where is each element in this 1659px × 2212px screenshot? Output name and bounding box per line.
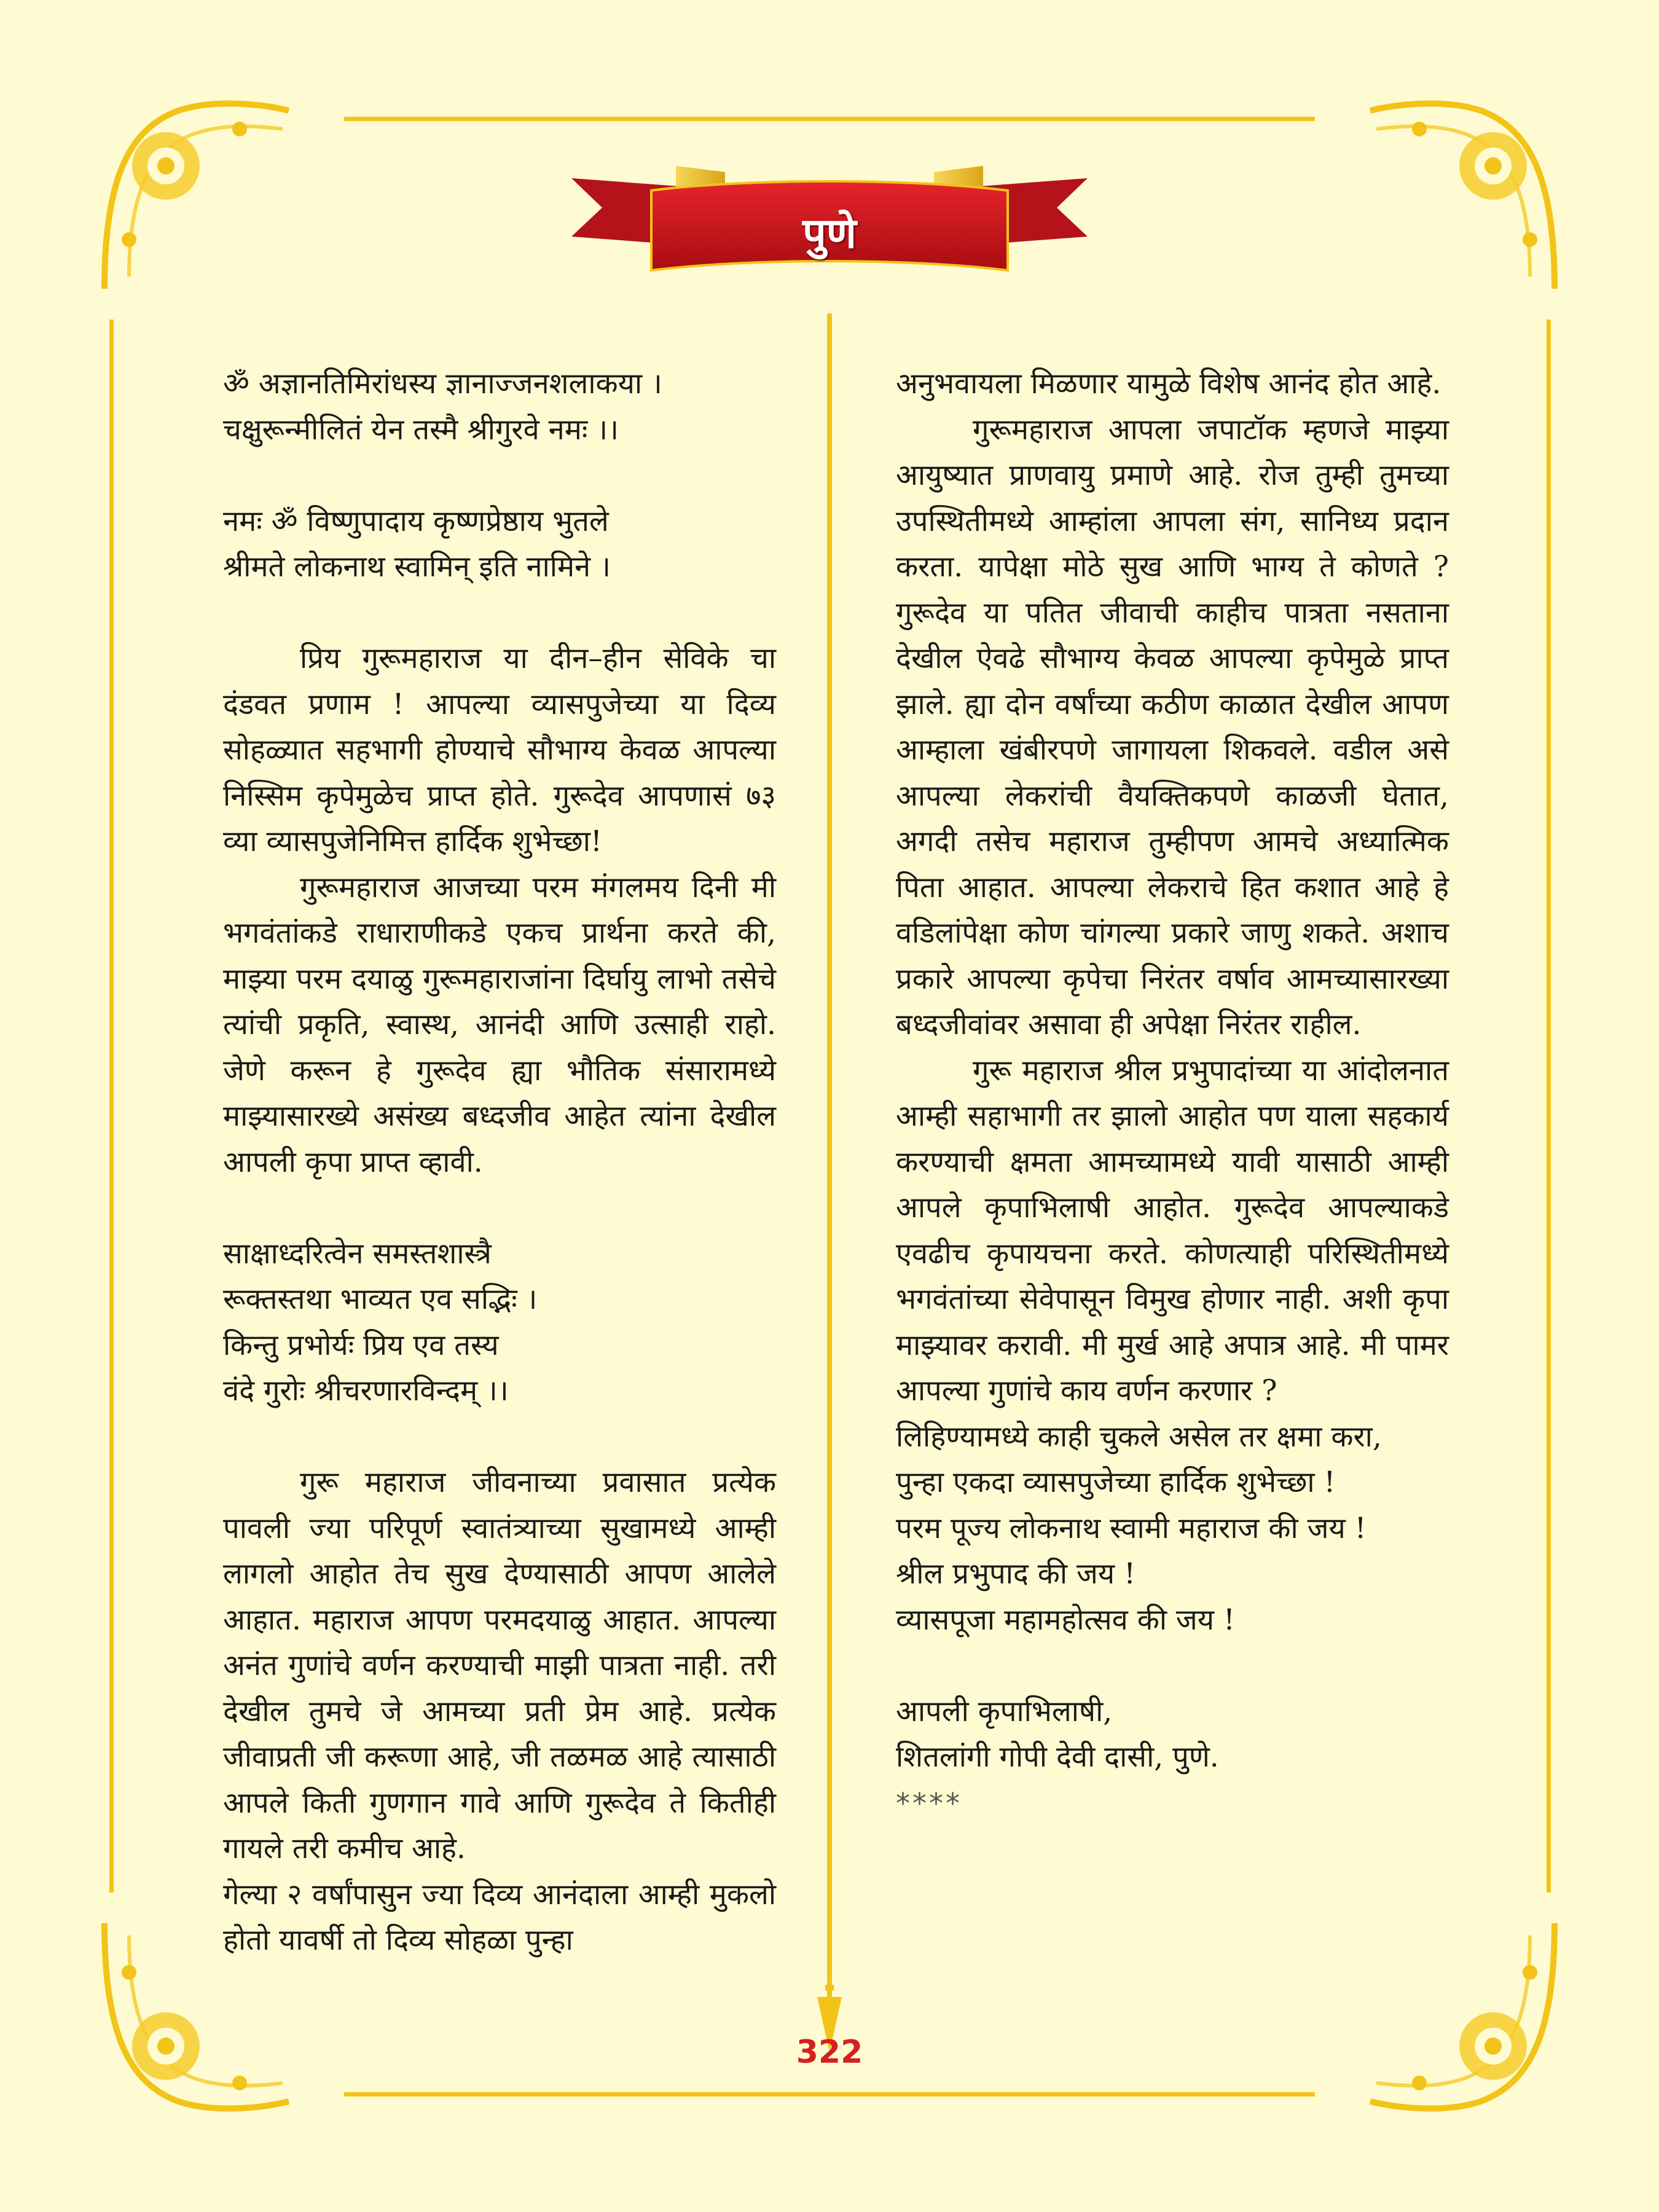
paragraph-greeting: प्रिय गुरूमहाराज या दीन–हीन सेविके चा दंडवत प्रणाम ! आपल्या व्यासपुजेच्या या दिव्य सोहळ्यात सहभागी होण्याचे सौभाग्य केवळ आपल्या निस्सिम कृपेमुळेच प्राप्त होते. गुरूदेव आपणासं ७३ व्या व्यासपुजेनिमित्त हार्दिक शुभेच्छा! [223,641,776,858]
shloka-3-line-2: रूक्तस्तथा भाव्यत एव सद्भिः । [223,1282,538,1316]
shloka-3-line-1: साक्षाध्दरित्वेन समस्तशास्त्रै [223,1236,492,1271]
closing-jay-2: श्रील प्रभुपाद की जय ! [896,1557,1135,1591]
frame-right-line [1547,320,1551,1892]
end-stars: **** [896,1786,962,1820]
paragraph-continuation: अनुभवायला मिळणार यामुळे विशेष आनंद होत आहे. [896,367,1441,401]
corner-ornament-top-right [1364,92,1567,295]
shloka-2-line-1: नमः ॐ विष्णुपादाय कृष्णप्रेष्ठाय भुतले [223,504,609,538]
frame-top-line [344,117,1315,121]
left-column [223,361,776,1964]
closing-jay-1: परम पूज्य लोकनाथ स्वामी महाराज की जय ! [896,1511,1367,1545]
right-column [896,361,1449,1826]
paragraph-journey: गुरू महाराज जीवनाच्या प्रवासात प्रत्येक पावली ज्या परिपूर्ण स्वातंत्र्याच्या सुखामध्ये आम्ही लागलो आहोत तेच सुख देण्यासाठी आपण आलेले आहात. महाराज आपण परमदयाळु आहात. आपल्या अनंत गुणांचे वर्णन करण्याची माझी पात्रता नाही. तरी देखील तुमचे जे आमच्या प्रती प्रेम आहे. प्रत्येक जीवाप्रती जी करूणा आहे, जी तळमळ आहे त्यासाठी आपले किती गुणगान गावे आणि गुरूदेव ते कितीही गायले तरी कमीच आहे. [223,1465,776,1865]
closing-forgiveness: लिहिण्यामध्ये काही चुकले असेल तर क्षमा करा, [896,1419,1382,1454]
paragraph-two-years: गेल्या २ वर्षांपासुन ज्या दिव्य आनंदाला आम्ही मुकलो होतो यावर्षी तो दिव्य सोहळा पुन्हा [223,1877,776,1957]
paragraph-japa-talk: गुरूमहाराज आपला जपाटॉक म्हणजे माझ्या आयुष्यात प्राणवायु प्रमाणे आहे. रोज तुम्ही तुमच्या उपस्थितीमध्ये आम्हांला आपला संग, सानिध्य प्रदान करता. यापेक्षा मोठे सुख आणि भाग्य ते कोणते ? गुरूदेव या पतित जीवाची काहीच पात्रता नसताना देखील ऐवढे सौभाग्य केवळ आपल्या कृपेमुळे प्राप्त झाले. ह्या दोन वर्षांच्या कठीण काळात देखील आपण आम्हाला खंबीरपणे जागायला शिकवले. वडील असे आपल्या लेकरांची वैयक्तिकपणे काळजी घेतात, अगदी तसेच महाराज तुम्हीपण आमचे अध्यात्मिक पिता आहात. आपल्या लेकराचे हित कशात आहे हे वडिलांपेक्षा कोण चांगल्या प्रकारे जाणु शकते. अशाच प्रकारे आपल्या कृपेचा निरंतर वर्षाव आमच्यासारख्या बध्दजीवांवर असावा ही अपेक्षा निरंतर राहील. [896,412,1449,1041]
shloka-2-line-2: श्रीमते लोकनाथ स्वामिन् इति नामिने । [223,550,611,584]
shloka-1-line-2: चक्षुरून्मीलितं येन तस्मै श्रीगुरवे नमः ।। [223,412,619,447]
paragraph-movement: गुरू महाराज श्रील प्रभुपादांच्या या आंदोलनात आम्ही सहाभागी तर झालो आहोत पण याला सहकार्य करण्याची क्षमता आमच्यामध्ये यावी यासाठी आम्ही आपले कृपाभिलाषी आहोत. गुरूदेव आपल्याकडे एवढीच कृपायचना करते. कोणत्याही परिस्थितीमध्ये भगवंतांच्या सेवेपासून विमुख होणार नाही. अशी कृपा माझ्यावर करावी. मी मुर्ख आहे अपात्र आहे. मी पामर आपल्या गुणांचे काय वर्णन करणार ? [896,1053,1449,1408]
closing-jay-3: व्यासपूजा महामहोत्सव की जय ! [896,1602,1235,1637]
corner-ornament-bottom-right [1364,1917,1567,2120]
closing-wishes: पुन्हा एकदा व्यासपुजेच्या हार्दिक शुभेच्छा ! [896,1465,1336,1499]
paragraph-prayer: गुरूमहाराज आजच्या परम मंगलमय दिनी मी भगवंतांकडे राधाराणीकडे एकच प्रार्थना करते की, माझ्या परम दयाळु गुरूमहाराजांना दिर्घायु लाभो तसेचे त्यांची प्रकृति, स्वास्थ, आनंदी आणि उत्साही राहो. जेणे करून हे गुरूदेव ह्या भौतिक संसारामध्ये माझ्यासारख्ये असंख्य बध्दजीव आहेत त्यांना देखील आपली कृपा प्राप्त व्हावी. [223,870,776,1179]
frame-left-line [109,320,114,1892]
shloka-3-line-3: किन्तु प्रभोर्यः प्रिय एव तस्य [223,1328,499,1362]
page-title: पुणे [802,210,857,258]
shloka-3-line-4: वंदे गुरोः श्रीचरणारविन्दम् ।। [223,1374,509,1408]
page-number: 322 [796,2034,863,2071]
shloka-1-line-1: ॐ अज्ञानतिमिरांधस्य ज्ञानाज्जनशलाकया । [223,367,662,401]
signature-salutation: आपली कृपाभिलाषी, [896,1694,1113,1728]
column-divider [805,313,854,2052]
signature-name: शितलांगी गोपी देवी दासी, पुणे. [896,1740,1219,1774]
frame-bottom-line [344,2092,1315,2096]
corner-ornament-top-left [92,92,295,295]
